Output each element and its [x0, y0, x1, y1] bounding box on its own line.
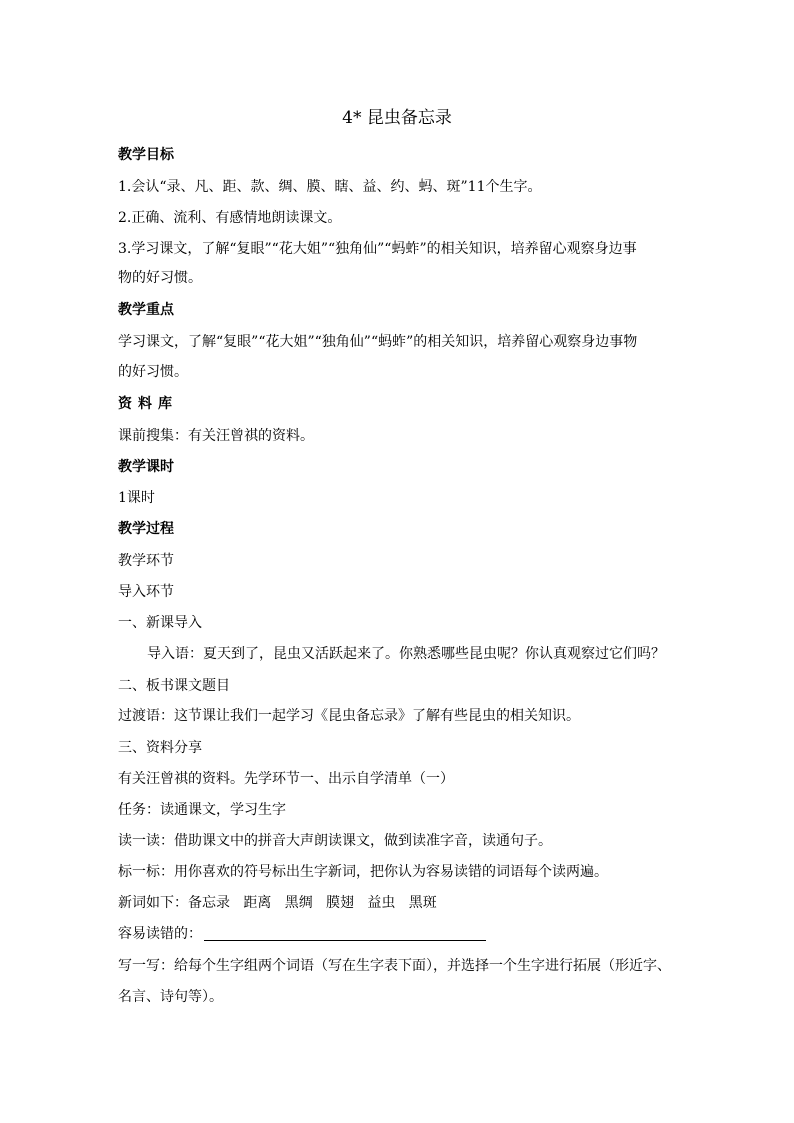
part-3-text: 有关汪曾祺的资料。先学环节一、出示自学清单（一）	[118, 771, 454, 787]
goal-3-line-1: 3.学习课文，了解“复眼”“花大姐”“独角仙”“蚂蚱”的相关知识，培养留心观察身边事	[118, 241, 637, 257]
write-line-1: 写一写：给每个生字组两个词语（写在生字表下面），并选择一个生字进行拓展（形近字、	[118, 958, 671, 974]
task-text: 任务：读通课文，学习生字	[118, 802, 286, 818]
library-heading: 资料库	[118, 396, 178, 412]
goals-heading: 教学目标	[118, 147, 174, 163]
goal-2: 2.正确、流利、有感情地朗读课文。	[118, 210, 342, 226]
document-title: 4* 昆虫备忘录	[342, 108, 452, 128]
focus-line-1: 学习课文，了解“复眼”“花大姐”“独角仙”“蚂蚱”的相关知识，培养留心观察身边事物	[118, 334, 638, 350]
write-line-2: 名言、诗句等）。	[118, 989, 223, 1005]
focus-heading: 教学重点	[118, 302, 174, 318]
part-1-text: 导入语：夏天到了，昆虫又活跃起来了。你熟悉哪些昆虫呢？你认真观察过它们吗？	[147, 646, 665, 662]
process-heading: 教学过程	[118, 521, 174, 537]
part-2-text: 过渡语：这节课让我们一起学习《昆虫备忘录》了解有些昆虫的相关知识。	[118, 708, 580, 724]
intro-label: 导入环节	[118, 584, 174, 600]
hours-text: 1课时	[118, 490, 155, 506]
hours-heading: 教学课时	[118, 459, 174, 475]
part-2-heading: 二、板书课文题目	[118, 678, 230, 694]
part-3-heading: 三、资料分享	[118, 740, 202, 756]
new-words-text: 新词如下：备忘录 距离 黑绸 膜翅 益虫 黑斑	[118, 895, 437, 911]
mark-text: 标一标：用你喜欢的符号标出生字新词，把你认为容易读错的词语每个读两遍。	[118, 864, 608, 880]
easy-wrong-label: 容易读错的：	[118, 926, 202, 942]
library-text: 课前搜集：有关汪曾祺的资料。	[118, 428, 314, 444]
goal-3-line-2: 物的好习惯。	[118, 270, 202, 286]
part-1-heading: 一、新课导入	[118, 615, 202, 631]
easy-wrong-row	[118, 924, 688, 944]
goal-1: 1.会认“录、凡、距、款、绸、膜、瞎、益、约、蚂、斑”11个生字。	[118, 179, 542, 195]
read-text: 读一读：借助课文中的拼音大声朗读课文，做到读准字音，读通句子。	[118, 833, 552, 849]
step-label: 教学环节	[118, 553, 174, 569]
focus-line-2: 的好习惯。	[118, 364, 188, 380]
fill-in-blank[interactable]	[204, 939, 486, 941]
